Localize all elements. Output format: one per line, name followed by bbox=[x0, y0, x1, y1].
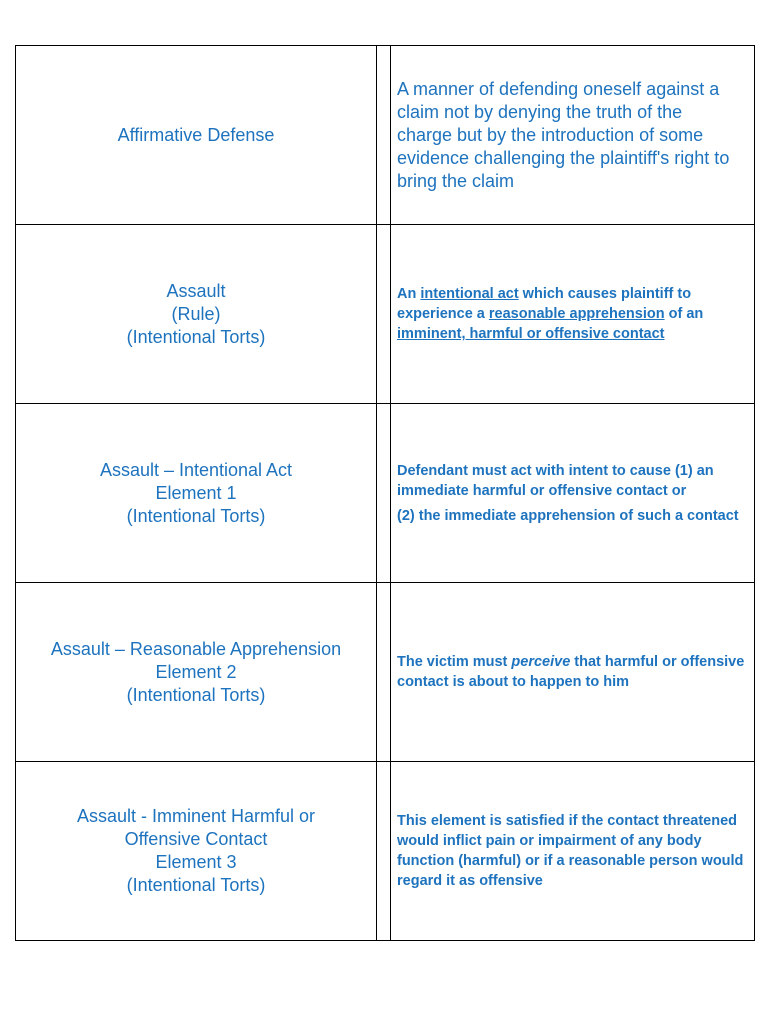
term-line: (Intentional Torts) bbox=[126, 875, 266, 895]
definition-text bbox=[397, 284, 748, 344]
definition-cell bbox=[391, 404, 755, 583]
card-row bbox=[16, 583, 755, 762]
term-line: Offensive Contact bbox=[124, 829, 268, 849]
term-line: Assault - Imminent Harmful or bbox=[76, 806, 316, 826]
definition-cell bbox=[391, 583, 755, 762]
definition-cell bbox=[391, 225, 755, 404]
definition-fragment: An bbox=[397, 286, 421, 302]
card-row bbox=[16, 225, 755, 404]
term-cell bbox=[16, 225, 377, 404]
definition-cell bbox=[391, 46, 755, 225]
definition-cell bbox=[391, 762, 755, 941]
definition-fragment: of an bbox=[664, 306, 704, 322]
gutter-cell bbox=[377, 225, 391, 404]
definition-fragment: that harmful or offensive contact is about to happen to him bbox=[397, 654, 745, 690]
term-line: Element 2 bbox=[155, 661, 237, 682]
term-line: Assault – Intentional Act bbox=[99, 459, 293, 480]
term-cell bbox=[16, 762, 377, 941]
term-cell bbox=[16, 46, 377, 225]
term-line: (Intentional Torts) bbox=[126, 326, 266, 347]
term-line: Assault bbox=[166, 280, 226, 301]
gutter-cell bbox=[377, 583, 391, 762]
definition-paragraph: (2) the immediate apprehension of such a contact bbox=[397, 507, 739, 524]
term-line: Element 3 bbox=[155, 852, 237, 872]
card-row bbox=[16, 404, 755, 583]
term-cell bbox=[16, 404, 377, 583]
definition-text: A manner of defending oneself against a claim not by denying the truth of the charge but by the introduction of some evidence challenging the plaintiff's right to bring the claim bbox=[397, 78, 730, 191]
underlined-term: reasonable apprehension bbox=[488, 306, 665, 322]
term-line: (Intentional Torts) bbox=[126, 684, 266, 705]
card-row bbox=[16, 762, 755, 941]
definition-paragraph: Defendant must act with intent to cause (1) an immediate harmful or offensive contact or bbox=[397, 462, 714, 499]
definition-text bbox=[397, 652, 748, 692]
definition-fragment: The victim must bbox=[397, 654, 512, 670]
term-line: (Rule) bbox=[171, 303, 221, 324]
gutter-cell bbox=[377, 762, 391, 941]
card-row bbox=[16, 46, 755, 225]
term-cell bbox=[16, 583, 377, 762]
flashcard-table bbox=[15, 45, 755, 941]
term-line: (Intentional Torts) bbox=[126, 505, 266, 526]
italic-term: perceive bbox=[511, 654, 571, 670]
definition-text bbox=[397, 461, 748, 526]
underlined-term: imminent, harmful or offensive contact bbox=[397, 326, 665, 342]
gutter-cell bbox=[377, 46, 391, 225]
definition-text: This element is satisfied if the contact threatened would inflict pain or impairment of any body function (harmful) or if a reasonable person would regard it as offensive bbox=[397, 813, 744, 889]
gutter-cell bbox=[377, 404, 391, 583]
underlined-term: intentional act bbox=[420, 286, 519, 302]
definition-fragment: which causes plaintiff to experience a bbox=[397, 286, 692, 322]
term-line: Element 1 bbox=[155, 482, 237, 503]
term-line: Assault – Reasonable Apprehension bbox=[50, 638, 342, 659]
term-line: Affirmative Defense bbox=[117, 124, 275, 145]
